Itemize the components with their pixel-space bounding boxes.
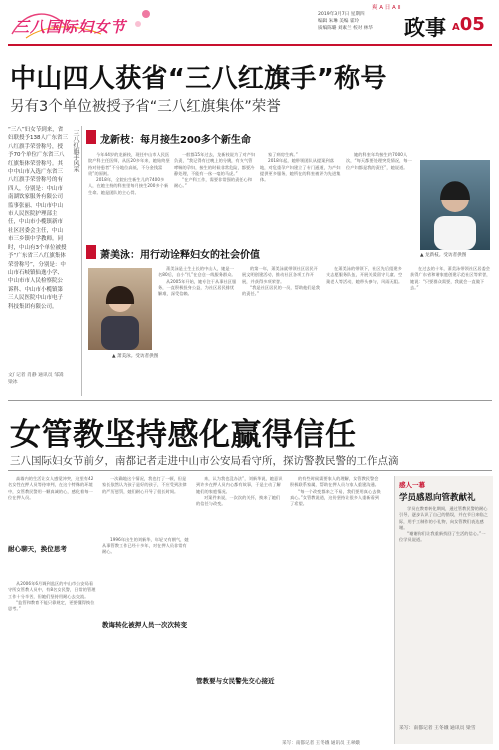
second-col1: 高墙内的生活让女人感觉冲突，这里有42名女性在押人员等待审判，在这个特殊的环境中，女管教民警用一颗真诚的心，感化着每一位在押人员。 耐心聊天，换位思考 从2006年6月调到监区的中山市公安局看守所女管教人员中，有8名女民警，日常的管理工作十分辛苦，但她们坚持用耐心去交流。 “监管和教育不能只靠规定，更要懂得换位思考。” [8, 476, 96, 612]
second-subtitle3: 管教要与女民警先交心接近 [196, 677, 275, 685]
date-line: 2019年3月7日 星期四 [318, 12, 365, 17]
interview2-photo [88, 268, 152, 350]
second-subtitle1: 耐心聊天，换位思考 [8, 545, 67, 553]
sidebar-vertical-title: 三八红旗手风采 [72, 130, 79, 172]
interview2-photo-caption: ▲ 萧美泳。受访者供图 [112, 354, 159, 359]
editors-line: 编辑 朱琳 美编 霍玲 [318, 19, 360, 24]
page-number [452, 14, 485, 35]
headline-top: 中山四人获省“三八红旗手”称号 [10, 64, 387, 94]
interview2-col2: 的第一年，萧美泳就带领社区居民开展文明创建活动，推动社区各项工作开展，并获得多项荣誉。 “我是社区居民的一员，帮助他们是我的责任。” [242, 266, 321, 297]
interview2-col4: 在过去的十年，萧美泳带领社区居委会获得广东省和谐家庭创建示范社区等荣誉，她说：“只要群众需要，我就会一直做下去。” [410, 266, 491, 290]
portrait-icon [420, 160, 490, 250]
logo-decoration [6, 4, 156, 44]
interview1-photo [420, 160, 490, 250]
interview1-title-bar [86, 130, 96, 144]
logo-text: 三八国际妇女节 [14, 18, 127, 36]
section-title: 政事 [404, 16, 446, 40]
proof-line: 质编陈璐 刘素兰 校对 林华 [318, 26, 373, 31]
page-num: 05 [459, 14, 485, 35]
interview1-col4: 她的科室年均接生约7000人次，“每天都要处理突发情况，每一位产妇都是我的责任”，她说道。 [346, 152, 412, 170]
sidebar-divider [81, 126, 82, 396]
interview1-col1: 今年44岁的龙新枝，现任中山市人民医院产科主任医师，从医20多年来，她始终坚持对待患者“不分地位高低，不分金钱富贵”的原则。 2018年，全院出生新生儿约7400多人，在她主持的科室里每月接生200多个新生命。她是团队的主心骨。 [88, 152, 170, 195]
interview2-title: 萧美泳：用行动诠释妇女的社会价值 [100, 250, 260, 261]
interview1-col3: 家了病房生病。” 2018年起，她带领团队从提案到落地，对危重孕产妇建立了专门通道，为产妇提供更多服务，她所在的科室被评为先进集体。 [260, 152, 341, 183]
second-subtitle2: 教诲转化被押人员一次次转变 [102, 621, 188, 629]
subhead-second: 三八国际妇女节前夕，南都记者走进中山市公安局看守所，探访警教民警的工作点滴 [10, 455, 399, 467]
second-col2: 一次确地这个情况，我也打了一顿，但是家长依然认为孩子是好的孩子，不应受到法律的严厉惩罚，她们耐心开导了很长时间。 教诲转化被押人员一次次转变 1996年出生的刘新华，年轻又有朝气，她从事管教工作已经十多年，对在押人员非常有耐心。 [102, 476, 189, 629]
right-sidebar [394, 476, 493, 744]
right-sidebar-credit: 采写：南都记者 王冬娥 通讯员 梁雪 [399, 726, 476, 731]
interview1-photo-caption: ▲ 龙新枝。受访者供图 [420, 253, 467, 258]
badge: 爽 A 日 A ll [372, 5, 401, 11]
interview2-title-bar [86, 245, 96, 259]
masthead-rule [8, 44, 492, 46]
left-sidebar [8, 126, 68, 396]
second-credit: 采写：南都记者 王冬娥 通讯员 王翠娥 [282, 741, 360, 746]
interview1-col2: 一般都15年过去，龙新枝说为了对产妇负责，“我记得有过晚上的分娩，有支气管哮喘的孕妇，接生的时候非常危险，都要冷静处理，不能有一丝一毫的马虎。” “在产科工作，需要非常强的责任心和耐心。” [174, 152, 256, 189]
right-sidebar-subtitle: 学员感恩向管教献礼 [399, 493, 476, 503]
sidebar-text: “三八”妇女节到来，省妇联授予138人广东省三八红旗手荣誉称号，授予70个单位广东省三八红旗集体荣誉称号。其中中山市入选广东省三八红旗手荣誉称号的有四人，分别是：中山市南湖饮家服务有限公司监事张丽、中山市中山市人民医院护理部主任，中山市小榄镇新市社区居委会主任，中山市三乡镇中学教师。同时，中山有3个单位被授予“广东省三八红旗集体荣誉称号”，分别是：中山市石岐镇仙逸小学、中山市市人民检察院公诉科、中山市小榄镇第三人民医院中山市电子科技集团有限公司。 [8, 127, 68, 310]
right-sidebar-title: 感人一幕 [399, 481, 425, 489]
portrait-icon [88, 268, 152, 350]
second-col3: 来，认为我也没办法”，刘新华说，她意识到许多在押人员内心都有故事，于是主动了解她们的家庭情况。 对案件来说，一次次的关怀，换来了她们的信任与改变。 管教要与女民警先交心接近 [196, 476, 283, 685]
right-sidebar-body: 学员在教育转化期间，通过管教民警的耐心引导，逐步认识了自己的错误，并在节日来临之际，用手工制作的小礼物，向女管教们表达感谢。 “谢谢你们让我重新找回了生活的信心。”一位学员说道。 [399, 506, 488, 543]
interview1-title: 龙新枝：每月接生200多个新生命 [100, 135, 251, 146]
headline-second: 女管教坚持感化赢得信任 [10, 417, 357, 453]
interview2-col3: 在萧美泳的带领下，社区先后组建多支志愿服务队伍，开展关爱留守儿童、空巢老人等活动，她带头参与，风雨无阻。 [326, 266, 403, 284]
masthead [0, 0, 499, 48]
subhead-top: 另有3个单位被授予省“三八红旗集体”荣誉 [10, 99, 281, 115]
second-story-body [8, 476, 386, 744]
sidebar-credit: 文/ 记者 肖静 通讯员 邹嵩 梁冰 [8, 373, 64, 385]
subhead-underline [8, 470, 492, 471]
second-col4: 的有些时候需要家人的理解，女管教民警会积极联系家属，帮助在押人员与家人重建沟通。 “每一个改变都来之不易，我们要用真心去换真心。”女管教说道，这份坚持让很多人重新看到了希望。 [290, 476, 381, 507]
interview2-col1: 萧美泳是土生土长的中山人，她是一名80后，自小“扎”在仓仓一线服务群众。 从2005年开始，她专注于从事社区服务，一直积极投身公益，为社区居民排忧解难，深受信赖。 [158, 266, 237, 297]
page-prefix: A [452, 22, 460, 33]
section-divider [8, 400, 492, 401]
